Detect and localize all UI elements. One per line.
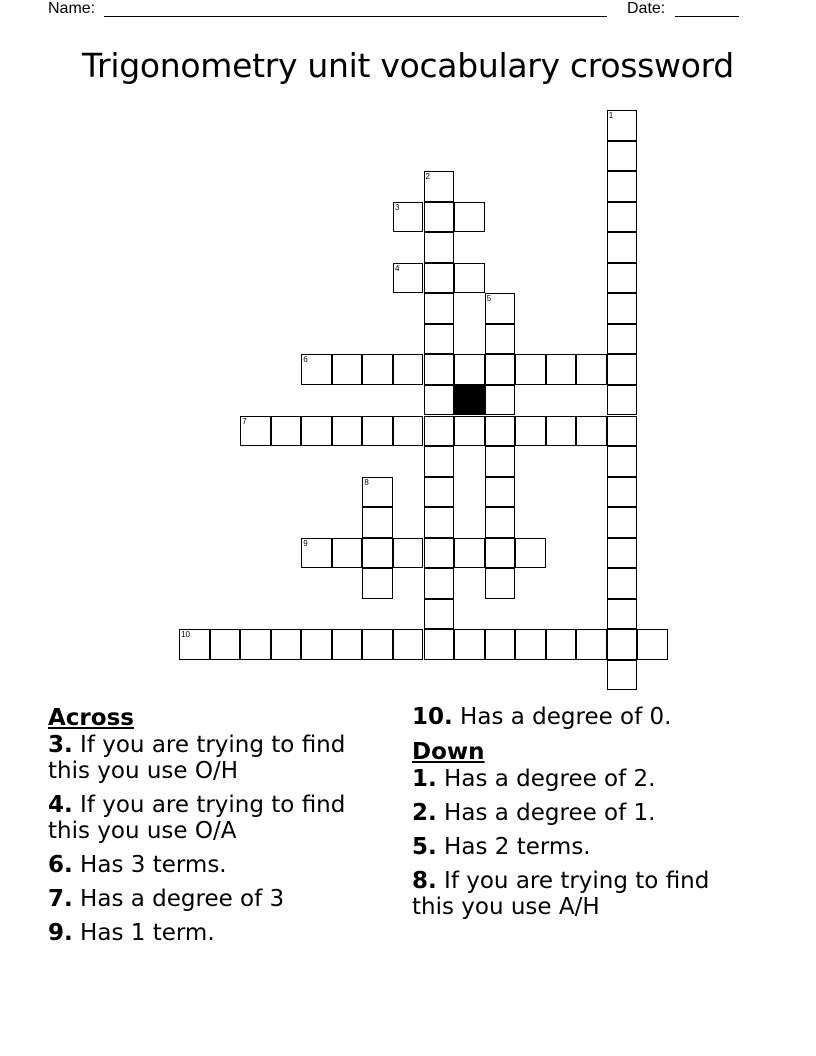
crossword-cell[interactable] xyxy=(485,385,516,416)
crossword-cell[interactable] xyxy=(607,324,638,355)
crossword-cell[interactable] xyxy=(424,629,455,660)
clue-number: 3 xyxy=(394,202,400,212)
crossword-cell[interactable] xyxy=(271,629,302,660)
clues-right-column xyxy=(412,704,732,928)
clue-number: 2 xyxy=(425,172,430,182)
crossword-cell[interactable] xyxy=(485,568,516,599)
date-label: Date: xyxy=(627,0,666,17)
down-clue-1: 1. Has a degree of 2. xyxy=(412,766,656,792)
crossword-cell[interactable] xyxy=(485,324,516,355)
crossword-cell[interactable] xyxy=(485,446,516,477)
crossword-cell[interactable] xyxy=(362,507,393,538)
crossword-cell[interactable] xyxy=(607,202,638,233)
crossword-cell[interactable] xyxy=(607,507,638,538)
across-clue-4: 4. If you are trying to find this you use O/A xyxy=(48,792,346,844)
clues-left-column xyxy=(48,704,348,954)
crossword-cell[interactable] xyxy=(607,568,638,599)
crossword-cell[interactable] xyxy=(362,477,393,508)
across-clue-3: 3. If you are trying to find this you use O/H xyxy=(48,732,346,784)
crossword-cell[interactable] xyxy=(607,232,638,263)
clue-number: 1 xyxy=(608,111,614,120)
crossword-cell[interactable] xyxy=(485,354,516,385)
crossword-cell[interactable] xyxy=(515,629,546,660)
crossword-cell[interactable] xyxy=(485,477,516,508)
crossword-cell[interactable] xyxy=(607,141,638,172)
crossword-cell[interactable] xyxy=(607,171,638,202)
crossword-cell[interactable] xyxy=(362,416,393,447)
crossword-cell[interactable] xyxy=(546,629,577,660)
crossword-cell[interactable] xyxy=(485,507,516,538)
crossword-cell[interactable] xyxy=(301,629,332,660)
clue-number: 6 xyxy=(303,355,308,365)
crossword-cell[interactable] xyxy=(424,446,455,477)
crossword-cell[interactable] xyxy=(576,629,607,660)
crossword-cell[interactable] xyxy=(271,416,302,447)
down-clue-8: 8. If you are trying to find this you use A/H xyxy=(412,868,710,920)
crossword-cell[interactable] xyxy=(424,354,455,385)
crossword-cell[interactable] xyxy=(607,446,638,477)
crossword-cell[interactable] xyxy=(424,324,455,355)
clue-number: 4 xyxy=(394,263,400,273)
crossword-cell[interactable] xyxy=(424,599,455,630)
down-clue-2: 2. Has a degree of 1. xyxy=(412,800,656,826)
down-clue-5: 5. Has 2 terms. xyxy=(412,834,591,860)
crossword-cell[interactable] xyxy=(301,354,332,385)
crossword-cell[interactable] xyxy=(637,629,668,660)
crossword-cell[interactable] xyxy=(424,507,455,538)
clue-number: 5 xyxy=(486,294,492,304)
crossword-cell[interactable] xyxy=(424,263,455,294)
crossword-cell[interactable] xyxy=(546,416,577,447)
crossword-cell[interactable] xyxy=(393,354,424,385)
crossword-cell[interactable] xyxy=(576,416,607,447)
crossword-cell[interactable] xyxy=(607,660,638,691)
crossword-cell[interactable] xyxy=(424,385,455,416)
crossword-cell[interactable] xyxy=(454,629,485,660)
clue-number: 8 xyxy=(364,477,369,487)
crossword-cell[interactable] xyxy=(454,416,485,447)
crossword-cell[interactable] xyxy=(485,293,516,324)
crossword-cell[interactable] xyxy=(424,477,455,508)
crossword-cell[interactable] xyxy=(393,416,424,447)
crossword-cell[interactable] xyxy=(393,538,424,569)
crossword-cell[interactable] xyxy=(393,263,424,294)
crossword-cell[interactable] xyxy=(607,354,638,385)
crossword-cell[interactable] xyxy=(393,629,424,660)
page-title: Trigonometry unit vocabulary crossword xyxy=(82,46,734,85)
crossword-cell[interactable] xyxy=(332,416,363,447)
clue-number: 7 xyxy=(242,416,247,426)
crossword-cell[interactable] xyxy=(424,293,455,324)
crossword-cell[interactable] xyxy=(607,293,638,324)
crossword-cell[interactable] xyxy=(607,263,638,294)
crossword-cell[interactable] xyxy=(210,629,241,660)
across-clue-6: 6. Has 3 terms. xyxy=(48,852,227,878)
crossword-cell[interactable] xyxy=(607,416,638,447)
crossword-cell[interactable] xyxy=(240,629,271,660)
crossword-cell[interactable] xyxy=(454,354,485,385)
crossword-cell[interactable] xyxy=(332,354,363,385)
crossword-cell[interactable] xyxy=(607,599,638,630)
crossword-cell[interactable] xyxy=(332,538,363,569)
across-clue-10: 10. Has a degree of 0. xyxy=(412,704,672,730)
crossword-cell[interactable] xyxy=(607,110,638,141)
crossword-cell[interactable] xyxy=(424,538,455,569)
crossword-cell[interactable] xyxy=(362,629,393,660)
crossword-cell[interactable] xyxy=(424,416,455,447)
crossword-cell[interactable] xyxy=(607,477,638,508)
down-heading: Down xyxy=(412,739,485,765)
crossword-cell[interactable] xyxy=(576,354,607,385)
clue-number: 10 xyxy=(181,630,190,640)
crossword-cell[interactable] xyxy=(393,202,424,233)
clue-number: 9 xyxy=(303,538,308,548)
crossword-cell[interactable] xyxy=(485,629,516,660)
crossword-cell[interactable] xyxy=(454,538,485,569)
crossword-cell[interactable] xyxy=(301,416,332,447)
crossword-cell[interactable] xyxy=(424,171,455,202)
crossword-cell[interactable] xyxy=(515,354,546,385)
across-heading: Across xyxy=(48,705,134,731)
crossword-cell[interactable] xyxy=(515,538,546,569)
crossword-cell[interactable] xyxy=(485,538,516,569)
crossword-block-cell xyxy=(454,385,485,416)
crossword-cell[interactable] xyxy=(362,568,393,599)
crossword-cell[interactable] xyxy=(607,385,638,416)
across-clue-9: 9. Has 1 term. xyxy=(48,920,215,946)
crossword-cell[interactable] xyxy=(332,629,363,660)
crossword-cell[interactable] xyxy=(424,568,455,599)
crossword-cell[interactable] xyxy=(607,538,638,569)
crossword-cell[interactable] xyxy=(424,202,455,233)
crossword-cell[interactable] xyxy=(240,416,271,447)
crossword-cell[interactable] xyxy=(454,202,485,233)
crossword-cell[interactable] xyxy=(454,263,485,294)
crossword-cell[interactable] xyxy=(485,416,516,447)
crossword-cell[interactable] xyxy=(607,629,638,660)
name-label: Name: xyxy=(48,0,96,17)
crossword-cell[interactable] xyxy=(362,538,393,569)
across-clue-7: 7. Has a degree of 3 xyxy=(48,886,285,912)
crossword-cell[interactable] xyxy=(515,416,546,447)
crossword-cell[interactable] xyxy=(301,538,332,569)
crossword-cell[interactable] xyxy=(546,354,577,385)
crossword-cell[interactable] xyxy=(362,354,393,385)
crossword-cell[interactable] xyxy=(424,232,455,263)
crossword-cell[interactable] xyxy=(179,629,210,660)
